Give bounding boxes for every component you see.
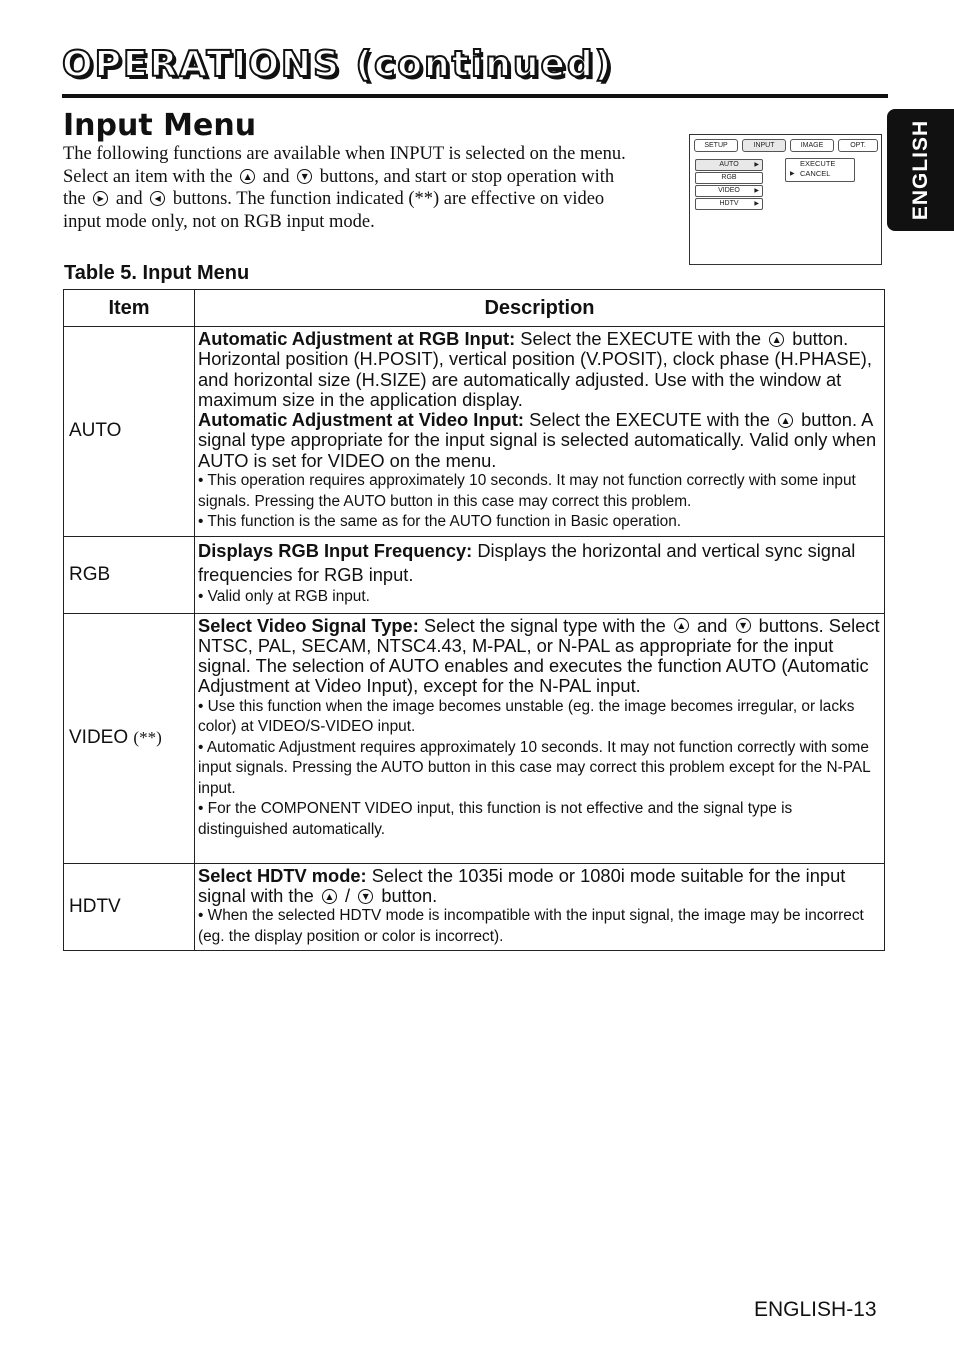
description-text: buttons. Select NTSC, PAL, SECAM, NTSC4.43, M-PAL, or N-PAL as appropriate for the input signal. The selection of AUTO enables and executes the function AUTO (Automatic Adjustment at Video Input), except for the N-PAL input.: [198, 614, 880, 697]
intro-and-1: and: [262, 166, 290, 187]
table-row: [64, 613, 885, 863]
cursor-arrow-icon: ▶: [790, 171, 795, 177]
description-note: • For the COMPONENT VIDEO input, this function is not effective and the signal type is distinguished automatically.: [198, 800, 793, 838]
description-text: and: [696, 614, 728, 636]
section-title: Input Menu: [63, 108, 257, 143]
input-menu-table: [63, 289, 885, 951]
chevron-right-icon: ▶: [754, 188, 759, 194]
description-text: /: [345, 884, 351, 906]
description-note: • Automatic Adjustment requires approximately 10 seconds. It may not function correctly with some input signals. Pressing the AUTO button in this case may correct this problem except for the N-PAL input.: [198, 738, 871, 797]
item-label: VIDEO: [69, 727, 129, 749]
chevron-right-icon: ▶: [754, 162, 759, 168]
menu-item-video: [695, 185, 763, 197]
header-divider: [62, 94, 888, 98]
description-paragraph: [198, 616, 882, 697]
description-heading: Select HDTV mode:: [198, 864, 367, 886]
column-header-description: Description: [195, 290, 885, 327]
intro-text-3: buttons. The function indicated (**) are effective on video input mode only, not on RGB input mode.: [63, 189, 605, 232]
menu-tab-opt: OPT.: [838, 139, 878, 152]
chevron-right-icon: ▶: [754, 201, 759, 207]
description-text: button. A signal type appropriate for the input signal is selected automatically. Valid only when AUTO is set for VIDEO on the menu.: [198, 409, 877, 471]
description-paragraph: [198, 329, 882, 410]
menu-tab-input: INPUT: [742, 139, 786, 152]
menu-item-label: RGB: [721, 174, 737, 181]
description-note: • When the selected HDTV mode is incompatible with the input signal, the image may be incorrect (eg. the display position or color is incorrect).: [198, 907, 864, 945]
menu-tabs: [694, 139, 877, 151]
menu-item-hdtv: [695, 198, 763, 210]
intro-text-1: The following functions are available when INPUT is selected on the menu. Select an item with the: [63, 144, 626, 187]
page-number: ENGLISH-13: [754, 1298, 877, 1321]
menu-item-list: [695, 159, 763, 211]
table-row: [64, 536, 885, 613]
menu-item-rgb: [695, 172, 763, 184]
description-cell-hdtv: [195, 863, 885, 951]
item-cell-video: [64, 613, 195, 863]
table-row: [64, 327, 885, 537]
description-paragraph: [198, 539, 882, 587]
down-button-icon: ▼: [736, 618, 751, 633]
description-text: Displays the horizontal and vertical sync signal frequencies for RGB input.: [198, 539, 856, 585]
description-note: • This function is the same as for the AUTO function in Basic operation.: [198, 513, 682, 531]
down-button-icon: ▼: [297, 169, 312, 184]
submenu-cancel-row: [786, 169, 854, 179]
menu-screen-illustration: [689, 134, 882, 265]
language-tab-label: ENGLISH: [908, 119, 932, 221]
item-cell-auto: AUTO: [64, 327, 195, 537]
item-cell-rgb: RGB: [64, 536, 195, 613]
description-text: Select the EXECUTE with the: [529, 409, 770, 431]
description-heading: Select Video Signal Type:: [198, 614, 419, 636]
table-row: [64, 863, 885, 951]
table-caption: Table 5. Input Menu: [64, 262, 250, 284]
description-cell-video: [195, 613, 885, 863]
intro-paragraph: [63, 143, 638, 233]
language-tab: [887, 109, 954, 231]
description-cell-rgb: [195, 536, 885, 613]
description-note: • Use this function when the image becomes unstable (eg. the image becomes irregular, or lacks color) at VIDEO/S-VIDEO input.: [198, 697, 855, 736]
description-text: Select the signal type with the: [423, 614, 666, 636]
description-text: Select the EXECUTE with the: [520, 328, 762, 349]
menu-item-auto: [695, 159, 763, 171]
up-button-icon: ▲: [778, 413, 793, 428]
left-button-icon: ◀: [150, 191, 165, 206]
description-paragraph: [198, 866, 882, 907]
menu-item-label: HDTV: [719, 200, 739, 207]
menu-item-label: VIDEO: [718, 187, 740, 194]
menu-tab-image: IMAGE: [790, 139, 834, 152]
up-button-icon: ▲: [240, 169, 255, 184]
menu-item-label: AUTO: [719, 161, 739, 168]
menu-tab-setup: SETUP: [694, 139, 738, 152]
description-paragraph: [198, 410, 882, 471]
table-header-row: [64, 290, 885, 327]
right-button-icon: ▶: [93, 191, 108, 206]
page-header-title: OPERATIONS (continued): [62, 44, 614, 85]
submenu-cancel: CANCEL: [800, 169, 831, 178]
intro-text-2: buttons, and start or stop operation with the: [63, 166, 615, 209]
description-heading: Automatic Adjustment at RGB Input:: [198, 328, 516, 349]
intro-and-2: and: [115, 189, 143, 209]
description-note: • This operation requires approximately 10 seconds. It may not function correctly with some input signals. Pressing the AUTO button in this case may correct this problem.: [198, 472, 856, 510]
submenu-execute: EXECUTE: [800, 159, 836, 168]
description-heading: Automatic Adjustment at Video Input:: [198, 409, 525, 431]
description-heading: Displays RGB Input Frequency:: [198, 539, 473, 561]
column-header-item: Item: [64, 290, 195, 327]
up-button-icon: ▲: [322, 889, 337, 904]
description-note: • Valid only at RGB input.: [198, 587, 370, 605]
item-suffix: (**): [133, 728, 162, 748]
item-cell-hdtv: HDTV: [64, 863, 195, 951]
down-button-icon: ▼: [358, 889, 373, 904]
up-button-icon: ▲: [674, 618, 689, 633]
menu-submenu: [785, 158, 855, 182]
description-cell-auto: [195, 327, 885, 537]
description-text: button.: [381, 884, 438, 906]
description-text: Select the 1035i mode or 1080i mode suitable for the input signal with the: [198, 864, 846, 906]
up-button-icon: ▲: [769, 332, 784, 347]
description-text: button. Horizontal position (H.POSIT), vertical position (V.POSIT), clock phase (H.PHASE), and horizontal size (H.SIZE) are automatically adjusted. Use with the window at maximum size in the application display.: [198, 328, 872, 410]
